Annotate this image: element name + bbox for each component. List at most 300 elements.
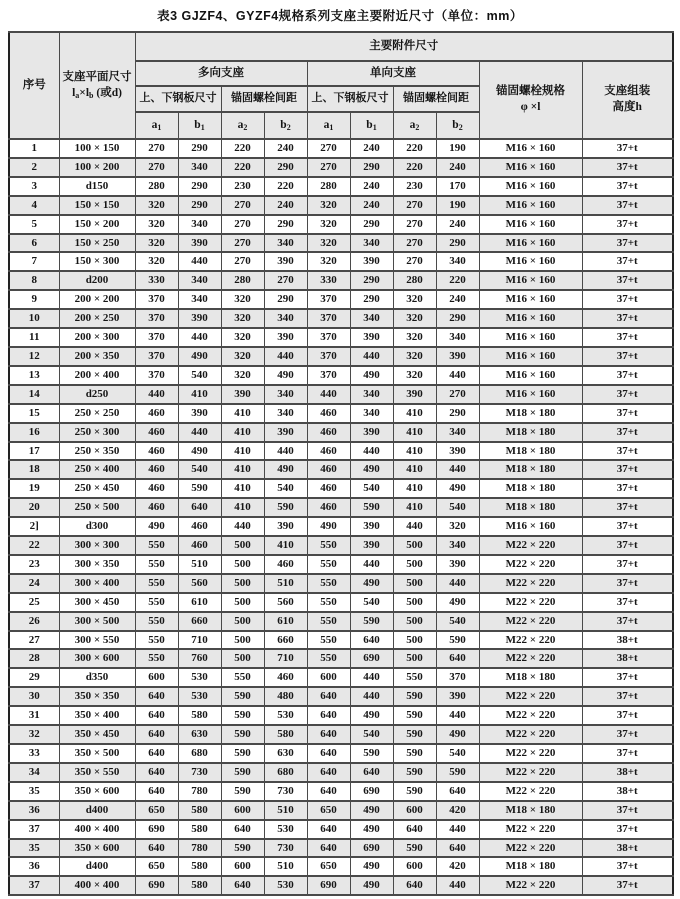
cell-single-a2: 220 bbox=[393, 139, 436, 158]
cell-single-b1: 440 bbox=[350, 687, 393, 706]
cell-multi-a2: 600 bbox=[221, 801, 264, 820]
table-row bbox=[9, 271, 673, 290]
cell-plane-size: 350 × 400 bbox=[59, 706, 135, 725]
cell-bolt-spec: M22 × 220 bbox=[479, 687, 582, 706]
cell-assembly-height: 37+t bbox=[582, 309, 673, 328]
cell-bolt-spec: M16 × 160 bbox=[479, 215, 582, 234]
cell-single-b2: 540 bbox=[436, 612, 479, 631]
cell-plane-size: 300 × 450 bbox=[59, 593, 135, 612]
cell-assembly-height: 37+t bbox=[582, 725, 673, 744]
cell-plane-size: 250 × 500 bbox=[59, 498, 135, 517]
cell-plane-size: 150 × 200 bbox=[59, 215, 135, 234]
cell-single-a2: 320 bbox=[393, 309, 436, 328]
table-row bbox=[9, 404, 673, 423]
cell-multi-a1: 550 bbox=[135, 649, 178, 668]
table-row bbox=[9, 177, 673, 196]
cell-single-a2: 410 bbox=[393, 460, 436, 479]
table-row bbox=[9, 668, 673, 687]
cell-multi-a1: 550 bbox=[135, 612, 178, 631]
cell-multi-a1: 640 bbox=[135, 687, 178, 706]
cell-multi-a1: 550 bbox=[135, 574, 178, 593]
cell-multi-a2: 320 bbox=[221, 290, 264, 309]
cell-single-b1: 390 bbox=[350, 328, 393, 347]
cell-single-a1: 270 bbox=[307, 158, 350, 177]
cell-single-a2: 440 bbox=[393, 517, 436, 536]
cell-multi-a2: 590 bbox=[221, 687, 264, 706]
cell-multi-b2: 290 bbox=[264, 215, 307, 234]
cell-multi-b2: 290 bbox=[264, 290, 307, 309]
cell-multi-b2: 340 bbox=[264, 234, 307, 253]
cell-single-a2: 270 bbox=[393, 215, 436, 234]
cell-plane-size: 250 × 400 bbox=[59, 460, 135, 479]
cell-multi-b1: 290 bbox=[178, 177, 221, 196]
cell-single-b1: 690 bbox=[350, 649, 393, 668]
cell-multi-a2: 280 bbox=[221, 271, 264, 290]
cell-multi-b1: 490 bbox=[178, 442, 221, 461]
cell-single-b2: 290 bbox=[436, 309, 479, 328]
cell-single-a1: 460 bbox=[307, 479, 350, 498]
cell-single-a2: 500 bbox=[393, 612, 436, 631]
cell-assembly-height: 37+t bbox=[582, 234, 673, 253]
cell-multi-a1: 370 bbox=[135, 366, 178, 385]
cell-serial: 28 bbox=[9, 649, 59, 668]
cell-assembly-height: 38+t bbox=[582, 763, 673, 782]
cell-single-b1: 440 bbox=[350, 347, 393, 366]
cell-assembly-height: 37+t bbox=[582, 612, 673, 631]
cell-assembly-height: 37+t bbox=[582, 687, 673, 706]
cell-serial: 12 bbox=[9, 347, 59, 366]
cell-bolt-spec: M16 × 160 bbox=[479, 366, 582, 385]
cell-multi-b1: 390 bbox=[178, 404, 221, 423]
cell-serial: 35 bbox=[9, 782, 59, 801]
cell-serial: 4 bbox=[9, 196, 59, 215]
cell-multi-a1: 320 bbox=[135, 215, 178, 234]
header-plate-size-single: 上、下钢板尺寸 bbox=[307, 86, 393, 112]
cell-multi-b2: 390 bbox=[264, 423, 307, 442]
cell-plane-size: 350 × 350 bbox=[59, 687, 135, 706]
header-bolt-spec: 锚固螺栓规格 φ ×l bbox=[479, 61, 582, 139]
cell-multi-a1: 460 bbox=[135, 442, 178, 461]
cell-serial: 13 bbox=[9, 366, 59, 385]
cell-plane-size: d400 bbox=[59, 857, 135, 876]
cell-serial: 33 bbox=[9, 744, 59, 763]
cell-serial: 26 bbox=[9, 612, 59, 631]
cell-multi-a1: 460 bbox=[135, 498, 178, 517]
cell-multi-b2: 270 bbox=[264, 271, 307, 290]
cell-multi-a2: 500 bbox=[221, 555, 264, 574]
cell-multi-b2: 390 bbox=[264, 328, 307, 347]
cell-single-b2: 440 bbox=[436, 820, 479, 839]
cell-single-a2: 500 bbox=[393, 536, 436, 555]
cell-multi-b2: 510 bbox=[264, 857, 307, 876]
cell-multi-b1: 590 bbox=[178, 479, 221, 498]
cell-single-a1: 650 bbox=[307, 801, 350, 820]
cell-assembly-height: 37+t bbox=[582, 366, 673, 385]
cell-serial: 2] bbox=[9, 517, 59, 536]
cell-single-a2: 270 bbox=[393, 234, 436, 253]
cell-plane-size: 400 × 400 bbox=[59, 820, 135, 839]
cell-assembly-height: 37+t bbox=[582, 252, 673, 271]
cell-bolt-spec: M18 × 180 bbox=[479, 423, 582, 442]
cell-bolt-spec: M22 × 220 bbox=[479, 744, 582, 763]
cell-single-b2: 440 bbox=[436, 574, 479, 593]
cell-single-b2: 240 bbox=[436, 215, 479, 234]
cell-assembly-height: 37+t bbox=[582, 517, 673, 536]
cell-assembly-height: 37+t bbox=[582, 706, 673, 725]
cell-bolt-spec: M16 × 160 bbox=[479, 347, 582, 366]
cell-serial: 37 bbox=[9, 876, 59, 895]
cell-multi-a2: 500 bbox=[221, 612, 264, 631]
cell-single-a2: 590 bbox=[393, 725, 436, 744]
cell-single-b2: 640 bbox=[436, 649, 479, 668]
cell-multi-a1: 550 bbox=[135, 631, 178, 650]
table-row bbox=[9, 139, 673, 158]
cell-single-a2: 600 bbox=[393, 857, 436, 876]
cell-multi-b1: 530 bbox=[178, 687, 221, 706]
cell-single-a2: 320 bbox=[393, 366, 436, 385]
cell-bolt-spec: M22 × 220 bbox=[479, 820, 582, 839]
cell-single-b1: 390 bbox=[350, 536, 393, 555]
cell-bolt-spec: M16 × 160 bbox=[479, 328, 582, 347]
cell-single-b2: 220 bbox=[436, 271, 479, 290]
cell-single-b2: 540 bbox=[436, 498, 479, 517]
cell-assembly-height: 37+t bbox=[582, 385, 673, 404]
cell-multi-b2: 590 bbox=[264, 498, 307, 517]
cell-multi-b1: 580 bbox=[178, 801, 221, 820]
cell-single-b2: 440 bbox=[436, 460, 479, 479]
bearing-dimensions-table bbox=[8, 31, 674, 896]
header-plane-size bbox=[59, 32, 135, 139]
cell-multi-a2: 390 bbox=[221, 385, 264, 404]
cell-multi-a1: 460 bbox=[135, 479, 178, 498]
cell-serial: 8 bbox=[9, 271, 59, 290]
cell-multi-a1: 640 bbox=[135, 744, 178, 763]
cell-single-a1: 370 bbox=[307, 290, 350, 309]
cell-multi-b2: 680 bbox=[264, 763, 307, 782]
cell-multi-b1: 340 bbox=[178, 290, 221, 309]
table-row bbox=[9, 536, 673, 555]
cell-assembly-height: 37+t bbox=[582, 271, 673, 290]
cell-bolt-spec: M16 × 160 bbox=[479, 196, 582, 215]
cell-serial: 32 bbox=[9, 725, 59, 744]
cell-multi-b2: 660 bbox=[264, 631, 307, 650]
cell-plane-size: 350 × 600 bbox=[59, 782, 135, 801]
cell-multi-b1: 580 bbox=[178, 857, 221, 876]
cell-single-a1: 320 bbox=[307, 234, 350, 253]
cell-assembly-height: 37+t bbox=[582, 744, 673, 763]
cell-serial: 27 bbox=[9, 631, 59, 650]
cell-single-a2: 590 bbox=[393, 839, 436, 858]
cell-single-b2: 190 bbox=[436, 139, 479, 158]
cell-bolt-spec: M22 × 220 bbox=[479, 536, 582, 555]
cell-single-a2: 410 bbox=[393, 498, 436, 517]
cell-single-a1: 460 bbox=[307, 404, 350, 423]
cell-plane-size: 100 × 150 bbox=[59, 139, 135, 158]
cell-assembly-height: 37+t bbox=[582, 668, 673, 687]
cell-single-b1: 490 bbox=[350, 801, 393, 820]
cell-single-a1: 550 bbox=[307, 612, 350, 631]
cell-bolt-spec: M16 × 160 bbox=[479, 517, 582, 536]
cell-serial: 36 bbox=[9, 857, 59, 876]
cell-plane-size: 300 × 300 bbox=[59, 536, 135, 555]
cell-single-b2: 240 bbox=[436, 158, 479, 177]
cell-bolt-spec: M22 × 220 bbox=[479, 555, 582, 574]
cell-multi-b1: 580 bbox=[178, 876, 221, 895]
cell-single-b2: 270 bbox=[436, 385, 479, 404]
cell-single-a1: 320 bbox=[307, 215, 350, 234]
cell-serial: 30 bbox=[9, 687, 59, 706]
cell-multi-a1: 490 bbox=[135, 517, 178, 536]
table-row bbox=[9, 876, 673, 895]
cell-bolt-spec: M22 × 220 bbox=[479, 574, 582, 593]
cell-single-b1: 490 bbox=[350, 857, 393, 876]
header-multi-b2: $b_2$ bbox=[264, 112, 307, 139]
cell-multi-a2: 590 bbox=[221, 839, 264, 858]
cell-multi-b2: 240 bbox=[264, 196, 307, 215]
cell-single-a2: 220 bbox=[393, 158, 436, 177]
cell-multi-b2: 440 bbox=[264, 442, 307, 461]
cell-multi-b1: 730 bbox=[178, 763, 221, 782]
cell-bolt-spec: M18 × 180 bbox=[479, 857, 582, 876]
cell-multi-a2: 640 bbox=[221, 876, 264, 895]
table-row bbox=[9, 763, 673, 782]
cell-multi-b1: 440 bbox=[178, 423, 221, 442]
table-row bbox=[9, 631, 673, 650]
cell-single-a2: 270 bbox=[393, 252, 436, 271]
cell-multi-b2: 340 bbox=[264, 385, 307, 404]
cell-single-b1: 390 bbox=[350, 423, 393, 442]
cell-multi-a2: 320 bbox=[221, 309, 264, 328]
cell-single-a2: 590 bbox=[393, 706, 436, 725]
cell-single-b1: 340 bbox=[350, 385, 393, 404]
table-row bbox=[9, 687, 673, 706]
cell-single-b2: 390 bbox=[436, 347, 479, 366]
cell-multi-b2: 220 bbox=[264, 177, 307, 196]
cell-multi-b2: 440 bbox=[264, 347, 307, 366]
cell-single-b1: 240 bbox=[350, 196, 393, 215]
table-row bbox=[9, 234, 673, 253]
cell-plane-size: 300 × 400 bbox=[59, 574, 135, 593]
cell-single-a1: 650 bbox=[307, 857, 350, 876]
cell-single-b1: 690 bbox=[350, 782, 393, 801]
cell-multi-a2: 410 bbox=[221, 442, 264, 461]
cell-single-b1: 540 bbox=[350, 479, 393, 498]
header-plane-size-line1: 支座平面尺寸 bbox=[62, 70, 132, 83]
cell-multi-b1: 290 bbox=[178, 139, 221, 158]
cell-single-a1: 460 bbox=[307, 498, 350, 517]
cell-single-b1: 490 bbox=[350, 366, 393, 385]
cell-single-b1: 590 bbox=[350, 744, 393, 763]
cell-bolt-spec: M18 × 180 bbox=[479, 801, 582, 820]
cell-single-b2: 370 bbox=[436, 668, 479, 687]
cell-single-a2: 500 bbox=[393, 649, 436, 668]
cell-multi-b2: 530 bbox=[264, 820, 307, 839]
cell-single-a1: 550 bbox=[307, 631, 350, 650]
cell-plane-size: d350 bbox=[59, 668, 135, 687]
cell-single-b1: 540 bbox=[350, 725, 393, 744]
table-row bbox=[9, 460, 673, 479]
cell-multi-b1: 560 bbox=[178, 574, 221, 593]
cell-multi-a1: 460 bbox=[135, 423, 178, 442]
cell-serial: 29 bbox=[9, 668, 59, 687]
cell-single-a1: 550 bbox=[307, 536, 350, 555]
cell-multi-b2: 530 bbox=[264, 706, 307, 725]
cell-bolt-spec: M16 × 160 bbox=[479, 252, 582, 271]
cell-single-a1: 690 bbox=[307, 876, 350, 895]
cell-single-a2: 500 bbox=[393, 631, 436, 650]
cell-multi-b2: 560 bbox=[264, 593, 307, 612]
cell-multi-b1: 510 bbox=[178, 555, 221, 574]
cell-single-b2: 590 bbox=[436, 763, 479, 782]
cell-single-a1: 370 bbox=[307, 366, 350, 385]
cell-single-b1: 290 bbox=[350, 158, 393, 177]
cell-serial: 36 bbox=[9, 801, 59, 820]
cell-multi-a2: 320 bbox=[221, 366, 264, 385]
cell-single-a2: 500 bbox=[393, 574, 436, 593]
cell-serial: 17 bbox=[9, 442, 59, 461]
cell-plane-size: d150 bbox=[59, 177, 135, 196]
cell-single-a1: 640 bbox=[307, 820, 350, 839]
table-row bbox=[9, 498, 673, 517]
cell-serial: 24 bbox=[9, 574, 59, 593]
cell-multi-a2: 270 bbox=[221, 234, 264, 253]
cell-single-a1: 550 bbox=[307, 593, 350, 612]
cell-single-b2: 590 bbox=[436, 631, 479, 650]
table-row bbox=[9, 252, 673, 271]
cell-assembly-height: 37+t bbox=[582, 290, 673, 309]
header-single-bearing: 单向支座 bbox=[307, 61, 479, 86]
cell-assembly-height: 37+t bbox=[582, 876, 673, 895]
cell-serial: 19 bbox=[9, 479, 59, 498]
cell-assembly-height: 37+t bbox=[582, 857, 673, 876]
header-single-b2: $b_2$ bbox=[436, 112, 479, 139]
table-row bbox=[9, 744, 673, 763]
cell-multi-b2: 730 bbox=[264, 839, 307, 858]
cell-multi-b2: 460 bbox=[264, 555, 307, 574]
cell-single-a1: 640 bbox=[307, 763, 350, 782]
cell-multi-b1: 340 bbox=[178, 215, 221, 234]
table-row bbox=[9, 517, 673, 536]
cell-single-a1: 640 bbox=[307, 782, 350, 801]
cell-multi-a1: 600 bbox=[135, 668, 178, 687]
cell-single-a2: 320 bbox=[393, 347, 436, 366]
cell-multi-b2: 630 bbox=[264, 744, 307, 763]
table-body bbox=[9, 139, 673, 895]
cell-multi-a2: 270 bbox=[221, 252, 264, 271]
cell-plane-size: 300 × 600 bbox=[59, 649, 135, 668]
cell-single-b2: 290 bbox=[436, 234, 479, 253]
cell-multi-a2: 500 bbox=[221, 649, 264, 668]
cell-assembly-height: 37+t bbox=[582, 196, 673, 215]
cell-assembly-height: 37+t bbox=[582, 177, 673, 196]
table-row bbox=[9, 366, 673, 385]
table-row bbox=[9, 328, 673, 347]
cell-plane-size: d300 bbox=[59, 517, 135, 536]
cell-multi-b1: 580 bbox=[178, 706, 221, 725]
table-row bbox=[9, 309, 673, 328]
header-bolt-spacing-multi: 锚固螺栓间距 bbox=[221, 86, 307, 112]
header-main-accessory: 主要附件尺寸 bbox=[135, 32, 673, 61]
cell-bolt-spec: M22 × 220 bbox=[479, 593, 582, 612]
cell-multi-a1: 460 bbox=[135, 404, 178, 423]
cell-single-a1: 370 bbox=[307, 328, 350, 347]
cell-plane-size: 350 × 450 bbox=[59, 725, 135, 744]
cell-multi-b1: 780 bbox=[178, 782, 221, 801]
table-row bbox=[9, 839, 673, 858]
cell-plane-size: 250 × 450 bbox=[59, 479, 135, 498]
cell-single-a1: 370 bbox=[307, 347, 350, 366]
cell-multi-a1: 270 bbox=[135, 139, 178, 158]
table-row bbox=[9, 423, 673, 442]
header-single-a1: $a_1$ bbox=[307, 112, 350, 139]
cell-bolt-spec: M22 × 220 bbox=[479, 782, 582, 801]
cell-multi-a1: 440 bbox=[135, 385, 178, 404]
cell-assembly-height: 37+t bbox=[582, 593, 673, 612]
cell-multi-a1: 690 bbox=[135, 876, 178, 895]
table-row bbox=[9, 649, 673, 668]
cell-multi-a1: 460 bbox=[135, 460, 178, 479]
cell-bolt-spec: M18 × 180 bbox=[479, 404, 582, 423]
cell-multi-a1: 320 bbox=[135, 196, 178, 215]
cell-single-b1: 440 bbox=[350, 668, 393, 687]
header-bolt-spacing-single: 锚固螺栓间距 bbox=[393, 86, 479, 112]
cell-assembly-height: 37+t bbox=[582, 536, 673, 555]
cell-assembly-height: 37+t bbox=[582, 498, 673, 517]
cell-single-b2: 290 bbox=[436, 404, 479, 423]
cell-single-a2: 390 bbox=[393, 385, 436, 404]
cell-plane-size: 300 × 350 bbox=[59, 555, 135, 574]
cell-multi-b1: 540 bbox=[178, 366, 221, 385]
cell-multi-b2: 290 bbox=[264, 158, 307, 177]
cell-single-a1: 550 bbox=[307, 555, 350, 574]
cell-multi-b1: 680 bbox=[178, 744, 221, 763]
cell-single-a2: 550 bbox=[393, 668, 436, 687]
cell-single-b1: 290 bbox=[350, 290, 393, 309]
header-multi-bearing: 多向支座 bbox=[135, 61, 307, 86]
header-plate-size-multi: 上、下钢板尺寸 bbox=[135, 86, 221, 112]
cell-single-b1: 690 bbox=[350, 839, 393, 858]
cell-plane-size: 250 × 350 bbox=[59, 442, 135, 461]
cell-serial: 34 bbox=[9, 763, 59, 782]
cell-single-b1: 640 bbox=[350, 631, 393, 650]
cell-serial: 1 bbox=[9, 139, 59, 158]
cell-single-b1: 490 bbox=[350, 876, 393, 895]
cell-single-b1: 490 bbox=[350, 574, 393, 593]
table-row bbox=[9, 158, 673, 177]
header-single-a2: $a_2$ bbox=[393, 112, 436, 139]
table-row bbox=[9, 574, 673, 593]
table-row bbox=[9, 290, 673, 309]
cell-plane-size: 250 × 250 bbox=[59, 404, 135, 423]
cell-multi-a2: 320 bbox=[221, 328, 264, 347]
cell-multi-b1: 660 bbox=[178, 612, 221, 631]
cell-plane-size: 350 × 550 bbox=[59, 763, 135, 782]
cell-serial: 35 bbox=[9, 839, 59, 858]
table-row bbox=[9, 555, 673, 574]
table-row bbox=[9, 196, 673, 215]
cell-single-b2: 440 bbox=[436, 706, 479, 725]
cell-single-a2: 320 bbox=[393, 290, 436, 309]
cell-single-a2: 590 bbox=[393, 763, 436, 782]
cell-single-a2: 500 bbox=[393, 555, 436, 574]
cell-single-b1: 590 bbox=[350, 612, 393, 631]
cell-assembly-height: 38+t bbox=[582, 839, 673, 858]
table-row bbox=[9, 820, 673, 839]
cell-single-b1: 240 bbox=[350, 139, 393, 158]
table-header bbox=[9, 32, 673, 139]
cell-single-a2: 640 bbox=[393, 876, 436, 895]
cell-assembly-height: 37+t bbox=[582, 423, 673, 442]
